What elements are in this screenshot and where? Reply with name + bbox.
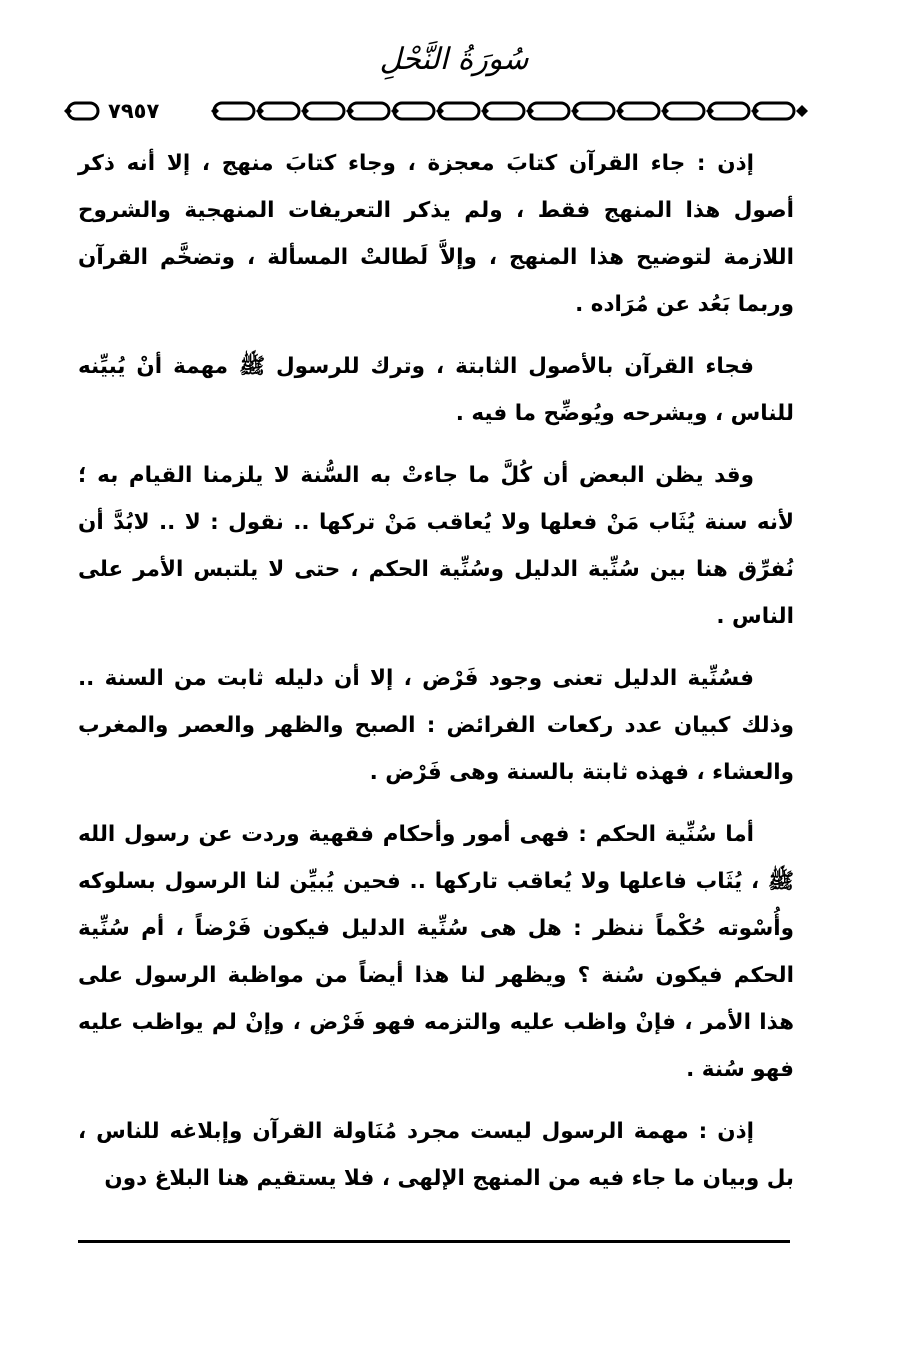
- paragraph-text: أما سُنِّية الحكم : فهى أمور وأحكام فقهية وردت عن رسول الله ﷺ ، يُثَاب فاعلها ولا يُعاقب تاركها .. فحين يُبيِّن لنا الرسول بسلوكه وأُسْوته حُكْماً ننظر : هل هى سُنِّية الدليل فيكون فَرْضاً ، أم سُنِّية الحكم فيكون سُنة ؟ ويظهر لنا هذا أيضاً من مواظبة الرسول على هذا الأمر ، فإنْ واظب عليه والتزمه فهو فَرْض ، وإنْ لم يواظب عليه فهو سُنة .: [78, 822, 794, 1082]
- paragraph-text: وقد يظن البعض أن كُلَّ ما جاءتْ به السُّنة لا يلزمنا القيام به ؛ لأنه سنة يُثَاب مَنْ فعلها ولا يُعاقب مَنْ تركها .. نقول : لا .. لابُدَّ أن نُفرِّق هنا بين سُنِّية الدليل وسُنِّية الحكم ، حتى لا يلتبس الأمر على الناس .: [78, 463, 794, 629]
- paragraph-3: [78, 452, 794, 640]
- paragraph-2: [78, 343, 794, 437]
- page-number: ٧٩٥٧: [104, 95, 163, 127]
- paragraph-text: إذن : جاء القرآن كتابَ معجزة ، وجاء كتابَ منهج ، إلا أنه ذكر أصول هذا المنهج فقط ، ولم يذكر التعريفات المنهجية والشروح اللازمة لتوضيح هذا المنهج ، وإلاَّ لَطالتْ المسألة ، وتضخَّم القرآن وربما بَعُد عن مُرَاده .: [78, 151, 794, 317]
- paragraph-5: [78, 811, 794, 1093]
- header-ornament-border: [64, 98, 824, 124]
- chain-ornament-icon: [64, 98, 824, 124]
- footer-divider: [78, 1240, 790, 1243]
- paragraph-1: [78, 140, 794, 328]
- page-body: [78, 140, 794, 1217]
- paragraph-6: [78, 1108, 794, 1202]
- surah-title: سُورَةُ النَّحْلِ: [379, 42, 529, 77]
- paragraph-text: فسُنِّية الدليل تعنى وجود فَرْض ، إلا أن دليله ثابت من السنة .. وذلك كبيان عدد ركعات الفرائض : الصبح والظهر والعصر والمغرب والعشاء ، فهذه ثابتة بالسنة وهى فَرْض .: [78, 666, 794, 785]
- paragraph-4: [78, 655, 794, 796]
- paragraph-text: فجاء القرآن بالأصول الثابتة ، وترك للرسول ﷺ مهمة أنْ يُبيِّنه للناس ، ويشرحه ويُوضِّح ما فيه .: [78, 354, 794, 426]
- paragraph-text: إذن : مهمة الرسول ليست مجرد مُنَاولة القرآن وإبلاغه للناس ، بل وبيان ما جاء فيه من المنهج الإلهى ، فلا يستقيم هنا البلاغ دون: [78, 1119, 794, 1191]
